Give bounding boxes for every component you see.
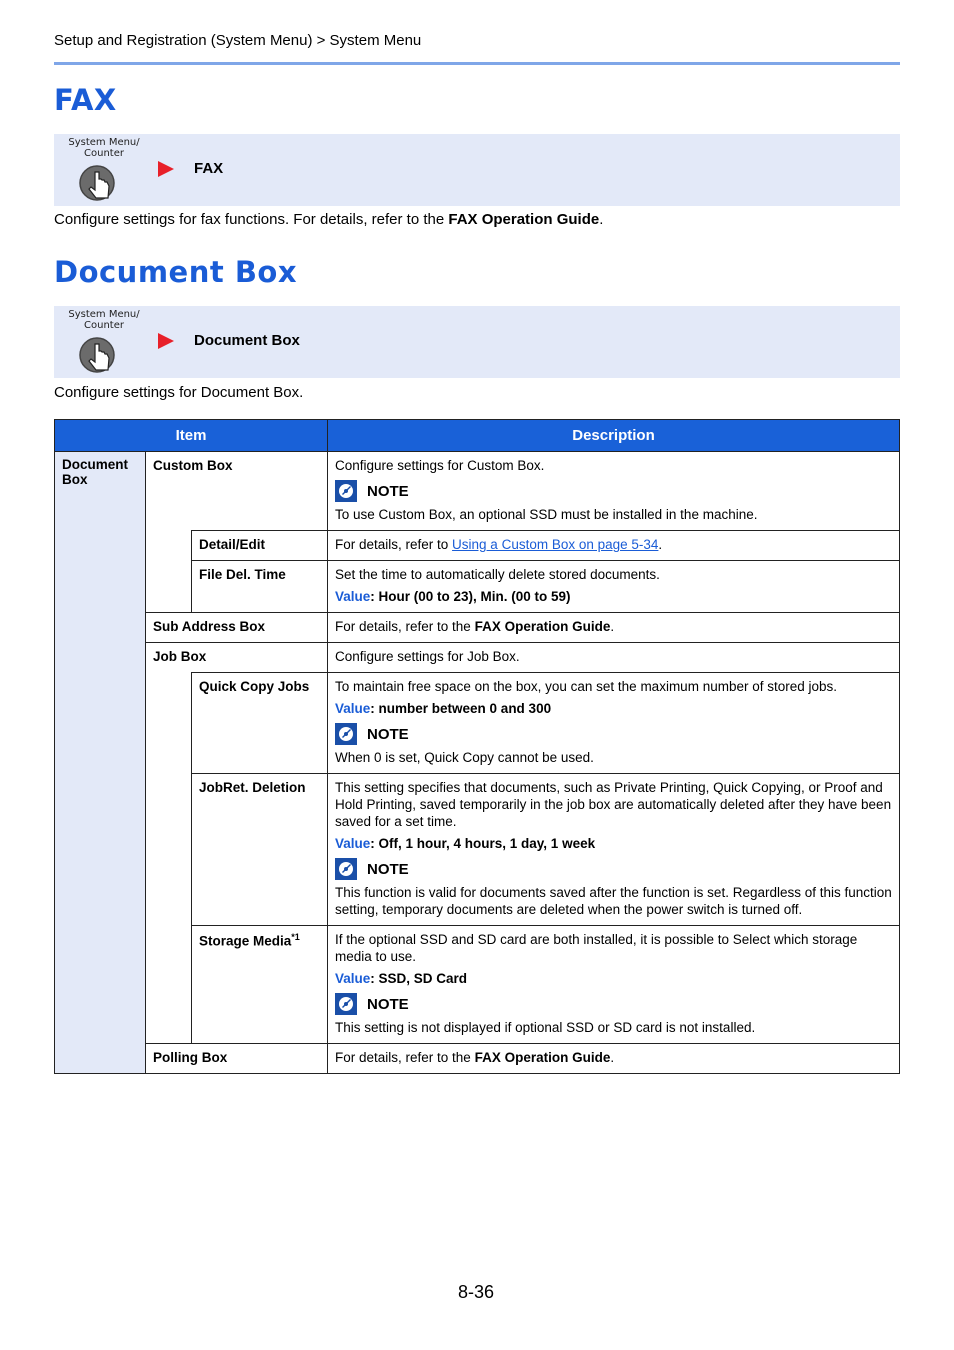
note-title: NOTE <box>367 482 409 500</box>
breadcrumb: Setup and Registration (System Menu) > System Menu <box>54 32 422 49</box>
docbox-menu-path: Document Box <box>194 332 300 349</box>
group-document-box: Document Box <box>55 452 146 1074</box>
note-title: NOTE <box>367 860 409 878</box>
system-menu-button-icon <box>78 160 118 202</box>
docbox-description: Configure settings for Document Box. <box>54 384 304 401</box>
item-detail-edit: Detail/Edit <box>192 531 328 561</box>
note-title: NOTE <box>367 725 409 743</box>
desc-sub-address-box: For details, refer to the FAX Operation Guide. <box>328 613 900 643</box>
desc-job-box: Configure settings for Job Box. <box>328 643 900 673</box>
item-quick-copy-jobs: Quick Copy Jobs <box>192 673 328 774</box>
desc-custom-box: Configure settings for Custom Box. NOTE To use Custom Box, an optional SSD must be installed in the machine. <box>328 452 900 531</box>
desc-file-del-time: Set the time to automatically delete stored documents. Value: Hour (00 to 23), Min. (00 to 59) <box>328 561 900 613</box>
desc-polling-box: For details, refer to the FAX Operation Guide. <box>328 1044 900 1074</box>
arrow-right-icon <box>158 161 174 177</box>
system-menu-button-label: System Menu/ Counter <box>68 137 140 159</box>
system-menu-button-label: System Menu/ Counter <box>68 309 140 331</box>
item-jobret-deletion: JobRet. Deletion <box>192 774 328 926</box>
header-description: Description <box>328 420 900 452</box>
note-icon <box>335 480 357 502</box>
note-icon <box>335 723 357 745</box>
docbox-menu-path-band <box>54 306 900 378</box>
arrow-right-icon <box>158 333 174 349</box>
custom-box-page-link[interactable]: Using a Custom Box on page 5-34 <box>452 537 659 552</box>
desc-quick-copy-jobs: To maintain free space on the box, you can set the maximum number of stored jobs. Value: number between 0 and 300 NOTE When 0 is set, Quick Copy cannot be used. <box>328 673 900 774</box>
desc-storage-media: If the optional SSD and SD card are both installed, it is possible to Select which storage media to use. Value: SSD, SD Card NOTE This setting is not displayed if optional SSD or SD card is not installed. <box>328 926 900 1044</box>
note-icon <box>335 993 357 1015</box>
item-file-del-time: File Del. Time <box>192 561 328 613</box>
page-number: 8-36 <box>458 1282 495 1302</box>
fax-description: Configure settings for fax functions. For details, refer to the FAX Operation Guide. <box>54 211 604 228</box>
fax-menu-path-band <box>54 134 900 206</box>
note-title: NOTE <box>367 995 409 1013</box>
item-custom-box: Custom Box <box>146 452 328 531</box>
header-item: Item <box>55 420 328 452</box>
indent-cell <box>146 531 192 613</box>
note-text: When 0 is set, Quick Copy cannot be used. <box>335 750 594 765</box>
note-text: To use Custom Box, an optional SSD must be installed in the machine. <box>335 507 758 522</box>
document-box-heading: Document Box <box>54 255 298 289</box>
system-menu-button-icon <box>78 332 118 374</box>
desc-detail-edit: For details, refer to Using a Custom Box on page 5-34. <box>328 531 900 561</box>
item-storage-media: Storage Media$^{*1}$ <box>192 926 328 1044</box>
note-text: This function is valid for documents saved after the function is set. Regardless of this function setting, temporary documents are deleted when the power switch is turned off. <box>335 885 892 917</box>
item-polling-box: Polling Box <box>146 1044 328 1074</box>
item-sub-address-box: Sub Address Box <box>146 613 328 643</box>
fax-heading: FAX <box>54 83 117 117</box>
desc-jobret-deletion: This setting specifies that documents, such as Private Printing, Quick Copying, or Proof and Hold Printing, saved temporarily in the job box are automatically deleted after they have been saved for a set time. Value: Off, 1 hour, 4 hours, 1 day, 1 week NOTE This function is valid for documents saved after the function is set. Regardless of this function setting, temporary documents are deleted when the power switch is turned off. <box>328 774 900 926</box>
settings-table <box>54 419 900 1074</box>
note-icon <box>335 858 357 880</box>
note-text: This setting is not displayed if optional SSD or SD card is not installed. <box>335 1020 756 1035</box>
fax-menu-path: FAX <box>194 160 224 177</box>
indent-cell <box>146 673 192 1044</box>
header-rule <box>54 62 900 65</box>
item-job-box: Job Box <box>146 643 328 673</box>
